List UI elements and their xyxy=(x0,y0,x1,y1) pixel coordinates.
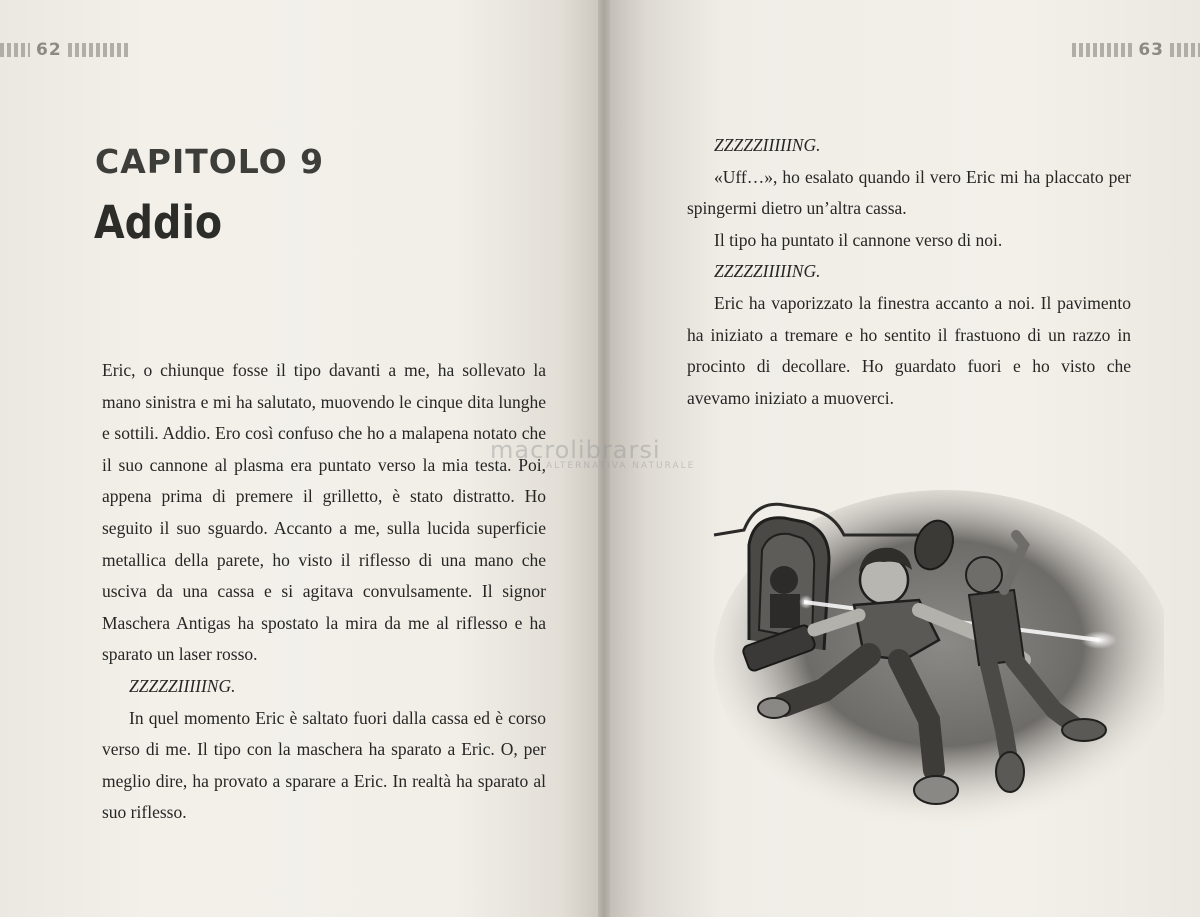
watermark-tagline: ALTERNATIVA NATURALE xyxy=(546,461,696,471)
sound-effect: ZZZZZIIIIING. xyxy=(714,135,821,155)
right-page-header xyxy=(1072,40,1200,60)
paragraph: «Uff…», ho esalato quando il vero Eric mi ha placcato per spingermi dietro un’altra cassa. xyxy=(687,166,1131,219)
left-page-number: 62 xyxy=(36,40,62,60)
chapter-label: CAPITOLO 9 xyxy=(95,142,325,181)
left-body-text xyxy=(102,355,546,829)
watermark xyxy=(490,436,695,471)
header-decoration xyxy=(1072,43,1132,57)
header-decoration xyxy=(0,43,30,57)
left-page-header xyxy=(0,40,128,60)
sound-effect: ZZZZZIIIIING. xyxy=(714,261,821,282)
paragraph: Eric, o chiunque fosse il tipo davanti a me, ha sollevato la mano sinistra e mi ha salutato, muovendo le cinque dita lunghe e sottili. Addio. Ero così confuso che ho a malapena notato che il suo cannone al plasma era puntato verso la mia testa. Poi, appena prima di premere il grilletto, è stato distratto. Ho seguito il suo sguardo. Accanto a me, sulla lucida superficie metallica della parete, ho visto il riflesso di una mano che usciva da una cassa e si agitava convulsamente. Il signor Maschera Antigas ha spostato la mira da me al riflesso e ha sparato un laser rosso. xyxy=(102,360,546,665)
right-body-text xyxy=(687,130,1131,414)
right-page-number: 63 xyxy=(1138,40,1164,60)
chapter-title: Addio xyxy=(94,196,223,249)
watermark-name: macrolibrarsi xyxy=(490,436,661,464)
header-decoration xyxy=(1170,43,1200,57)
paragraph: Il tipo ha puntato il cannone verso di noi. xyxy=(714,229,1003,250)
header-decoration xyxy=(68,43,128,57)
paragraph: Eric ha vaporizzato la finestra accanto a noi. Il pavimento ha iniziato a tremare e ho sentito il frastuono di un razzo in procinto di decollare. Ho guardato fuori e ho visto che avevamo iniziato a muoverci. xyxy=(687,292,1131,408)
sound-effect: ZZZZZIIIIING. xyxy=(129,675,236,696)
chapter-illustration xyxy=(704,490,1164,850)
paragraph: In quel momento Eric è saltato fuori dalla cassa ed è corso verso di me. Il tipo con la maschera ha sparato a Eric. O, per meglio dire, ha provato a sparare a Eric. In realtà ha sparato al suo riflesso. xyxy=(102,707,546,823)
